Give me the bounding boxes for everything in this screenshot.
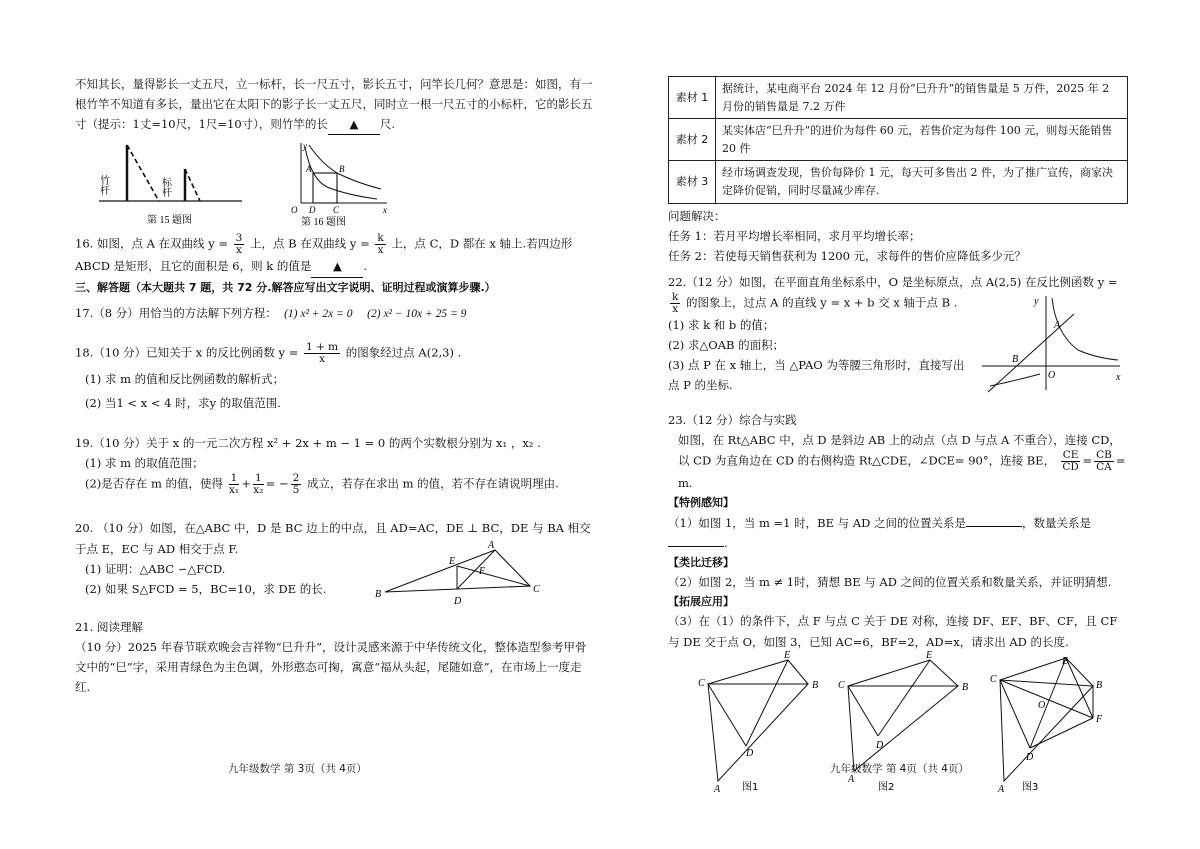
q16-frac2-den: x	[377, 244, 384, 257]
fig22-o: O	[1048, 369, 1056, 381]
material-row-3	[669, 161, 1128, 203]
q23-fig1	[698, 650, 818, 795]
q16-frac2-num: k	[377, 232, 384, 245]
section-3-heading: 三、解答题（本大题共 7 题，共 72 分.解答应写出文字说明、证明过程或演算步骤.）	[75, 280, 496, 294]
q22-1: (1) 求 k 和 b 的值；	[668, 318, 775, 333]
fig16-caption: 第 16 题图	[301, 217, 346, 229]
f2-c: C	[838, 679, 845, 691]
q16	[75, 233, 595, 277]
part-1-b: ，数量关系是	[1021, 515, 1091, 530]
q18-1: (1) 求 m 的值和反比例函数的解析式；	[85, 371, 285, 386]
material-2-text: 某实体店“巳升升”的进价为每件 60 元，若售价定为每件 100 元，则每天能销售 20 件	[716, 119, 1128, 161]
q19-frac2-den: x₂	[253, 484, 264, 497]
f3-b: B	[1096, 679, 1103, 691]
f2-caption: 图2	[878, 781, 895, 793]
q23-frac2-num: CB	[1096, 449, 1112, 462]
q15-unit: 尺.	[379, 117, 396, 132]
q19-2-a: (2)是否存在 m 的值，使得	[85, 476, 224, 491]
f2-e: E	[926, 649, 933, 661]
q19-frac2	[253, 473, 264, 496]
q18-frac-den: x	[319, 352, 325, 365]
q22-2: (2) 求△OAB 的面积；	[668, 338, 785, 353]
q19-frac1-num: 1	[230, 472, 238, 485]
q16-part-a: 16. 如图，点 A 在双曲线 y =	[75, 236, 229, 251]
q18-part-a: 18.（10 分）已知关于 x 的反比例函数 y =	[75, 345, 299, 360]
figure-15	[97, 139, 247, 227]
fig20-a: A	[488, 540, 495, 552]
q17	[75, 303, 595, 324]
q16-part-c: 上，点 C，D 都在 x 轴上.若四边形 ABCD 是矩形，且它的面积是 6，则 k 的值是	[75, 236, 573, 274]
figures-15-16	[75, 139, 595, 227]
q22-frac-den: x	[672, 303, 679, 316]
materials-table	[668, 76, 1128, 204]
figure-20	[375, 540, 555, 610]
material-row-1	[669, 77, 1128, 119]
q22-parts	[668, 315, 968, 396]
f1-a: A	[714, 783, 721, 795]
fig20-c: C	[533, 584, 540, 596]
material-3-label: 素材 3	[669, 161, 716, 203]
fig16-a: A	[306, 164, 312, 175]
q22-part-a: 22.（12 分）如图，在平面直角坐标系中，O 是坐标原点，点 A(2,5) 在反比例函数 y =	[668, 274, 1118, 289]
q23-fig3	[990, 656, 1103, 795]
fig16-x: x	[383, 205, 387, 216]
q19-frac2-num: 1	[255, 472, 262, 485]
q17-eq2: (2) x² − 10x + 25 = 9	[367, 307, 467, 320]
q23-frac2	[1094, 450, 1114, 473]
q23-text-b: = m.	[678, 453, 1126, 491]
q19-1: (1) 求 m 的取值范围；	[85, 456, 204, 471]
q19-frac1-den: x₁	[228, 484, 240, 497]
q21-text: （10 分）2025 年春节联欢晚会吉祥物“巳升升”，设计灵感来源于中华传统文化，整体造型参考甲骨文中的“巳”字，采用青绿色为主色调，外形憨态可掬，寓意“福从头起，尾随如意”，在市场上一度走红.	[75, 640, 587, 695]
q17-eq1: (1) x² + 2x = 0	[284, 307, 353, 320]
footer-left: 九年级数学 第 3页（共 4页）	[228, 763, 367, 775]
q16-frac1-num: 3	[235, 232, 243, 245]
f1-b: B	[812, 679, 819, 691]
q18	[75, 342, 595, 365]
q23-frac1-num: CE	[1062, 449, 1079, 462]
f3-c: C	[990, 673, 997, 685]
task-2: 任务 2：若使每天销售获利为 1200 元，求每件的售价应降低多少元？	[668, 248, 1027, 263]
fig22-b: B	[1012, 353, 1019, 365]
q23-frac1	[1061, 450, 1081, 473]
f3-e: E	[1062, 655, 1069, 667]
f1-c: C	[698, 677, 705, 689]
fig16-y: y	[303, 141, 307, 152]
fig15-label-pole: 标杆	[159, 177, 171, 198]
q15-text	[75, 74, 595, 135]
f2-d: D	[876, 739, 884, 751]
q20-2: (2) 如果 S△FCD = 5，BC=10，求 DE 的长.	[85, 581, 327, 596]
q23-text	[668, 430, 1128, 493]
task-1: 任务 1：若月平均增长率相同，求月平均增长率；	[668, 228, 921, 243]
problem-heading: 问题解决：	[668, 208, 726, 223]
fig22-x: x	[1116, 371, 1121, 383]
q22-3: (3) 点 P 在 x 轴上，当 △PAO 为等腰三角形时，直接写出点 P 的坐标.	[668, 358, 965, 393]
f3-o: O	[1038, 699, 1046, 711]
part-2: （2）如图 2，当 m ≠ 1时，猜想 BE 与 AD 之间的位置关系和数量关系，并证明猜想.	[668, 575, 1112, 590]
f3-d: D	[1026, 751, 1034, 763]
fig22-a: A	[1054, 319, 1061, 331]
q19: 19.（10 分）关于 x 的一元二次方程 x² + 2x + m − 1 = 0 的两个实数根分别为 x₁ ，x₂ .	[75, 436, 541, 451]
part-1-end: .	[724, 535, 728, 550]
heading-special-case: 【特例感知】	[668, 496, 734, 510]
q18-part-b: 的图象经过点 A(2,3) .	[345, 345, 462, 360]
material-1-text: 据统计，某电商平台 2024 年 12 月份“巳升升”的销售量是 5 万件，2025 年 2 月份的销售量是 7.2 万件	[716, 77, 1128, 119]
q19-2	[75, 473, 595, 496]
q18-2: (2) 当1 < x < 4 时，求y 的取值范围.	[85, 396, 281, 411]
q16-frac1-den: x	[236, 244, 242, 257]
q16-part-b: 上，点 B 在双曲线 y =	[250, 236, 370, 251]
q20-1: (1) 证明：△ABC ∽△FCD.	[85, 561, 226, 576]
q19-frac3-den: 5	[292, 484, 300, 497]
q18-frac	[304, 342, 340, 365]
f1-d: D	[746, 747, 754, 759]
fig15-label-bamboo: 竹杆	[97, 175, 109, 196]
q17-stem: 17.（8 分）用恰当的方法解下列方程：	[75, 305, 277, 320]
q19-equals: = −	[265, 476, 289, 491]
part-1-blank-2	[668, 546, 724, 547]
figure-22	[978, 294, 1128, 394]
fig20-e: E	[449, 556, 456, 568]
f2-a: A	[848, 773, 855, 785]
fig22-y: y	[1034, 295, 1039, 307]
fig15-caption: 第 15 题图	[147, 215, 192, 227]
f3-a: A	[998, 783, 1005, 795]
q19-frac3	[291, 473, 302, 496]
q23-equals: =	[1082, 453, 1093, 468]
f1-caption: 图1	[742, 781, 759, 793]
q20-block	[75, 518, 595, 608]
q21-title: 21. 阅读理解	[75, 619, 143, 634]
q16-blank: ▲	[311, 256, 363, 277]
heading-extension: 【拓展应用】	[668, 595, 734, 609]
q23-heading: 23.（12 分）综合与实践	[668, 412, 797, 427]
fig16-o: O	[291, 205, 298, 216]
part-1-a: （1）如图 1，当 m =1 时，BE 与 AD 之间的位置关系是	[668, 515, 966, 530]
f3-f: F	[1096, 713, 1103, 725]
material-1-label: 素材 1	[669, 77, 716, 119]
q22-frac-num: k	[672, 291, 679, 304]
q16-end: .	[363, 259, 368, 274]
material-2-label: 素材 2	[669, 119, 716, 161]
material-3-text: 经市场调查发现，售价每降价 1 元，每天可多售出 2 件，为了推广宣传，商家决定降价促销，同时尽量减少库存.	[716, 161, 1128, 203]
fig16-d: D	[309, 205, 316, 216]
figure-16	[287, 139, 397, 227]
q18-frac-num: 1 + m	[305, 340, 339, 353]
q19-plus: +	[241, 476, 251, 491]
right-page	[668, 76, 1128, 802]
f2-b: B	[962, 681, 969, 693]
q15-blank: ▲	[328, 114, 380, 135]
material-row-2	[669, 119, 1128, 161]
footer-right: 九年级数学 第 4页（共 4页）	[830, 763, 969, 775]
q19-frac1	[229, 473, 240, 496]
q22-frac	[670, 292, 680, 315]
left-page	[75, 70, 595, 697]
q22-part-b: 的图象上，过点 A 的直线 y = x + b 交 x 轴于点 B .	[686, 295, 958, 310]
heading-analogy: 【类比迁移】	[668, 555, 734, 569]
fig20-d: D	[454, 596, 462, 608]
part-1-blank-1	[966, 526, 1022, 527]
fig20-f: F	[479, 566, 486, 578]
part-3: （3）在（1）的条件下，点 F 与点 C 关于 DE 对称，连接 DF、EF、BF、CF，且 CF 与 DE 交于点 O，如图 3，已知 AC=6，BF=2，AD=x，请求出 AD 的长度.	[668, 614, 1118, 649]
q20: 20. （10 分）如图，在△ABC 中，D 是 BC 边上的中点，且 AD=AC，DE ⊥ BC，DE 与 BA 相交于点 E，EC 与 AD 相交于点 F.	[75, 521, 591, 556]
q16-frac2	[375, 233, 385, 256]
fig20-b: B	[375, 589, 382, 601]
q19-frac3-num: 2	[292, 472, 300, 485]
q23-frac1-den: CD	[1062, 461, 1079, 474]
fig16-c: C	[333, 205, 340, 216]
q19-2-b: 成立，若存在求出 m 的值，若不存在请说明理由.	[306, 476, 559, 491]
q15-body: 不知其长，量得影长一丈五尺，立一标杆，长一尺五寸，影长五寸，问竿长几何？意思是：如图，有一根竹竿不知道有多长，量出它在太阳下的影子长一丈五尺，同时立一根一尺五寸的小标杆，它的影长五寸（提示：1丈=10尺，1尺=10寸），则竹竿的长	[75, 77, 593, 132]
q23-frac2-den: CA	[1096, 461, 1112, 474]
q22-block	[668, 272, 1128, 392]
f1-e: E	[784, 649, 791, 661]
q23-text-a: 如图，在 Rt△ABC 中，点 D 是斜边 AB 上的动点（点 D 与点 A 不重合），连接 CD，以 CD 为直角边在 CD 的右侧构造 Rt△CDE，∠DCE= 90°，连接 BE，	[678, 433, 1121, 468]
fig16-b: B	[339, 164, 345, 175]
q16-frac1	[234, 233, 245, 256]
f3-caption: 图3	[1022, 781, 1039, 793]
part-1	[668, 513, 1128, 553]
